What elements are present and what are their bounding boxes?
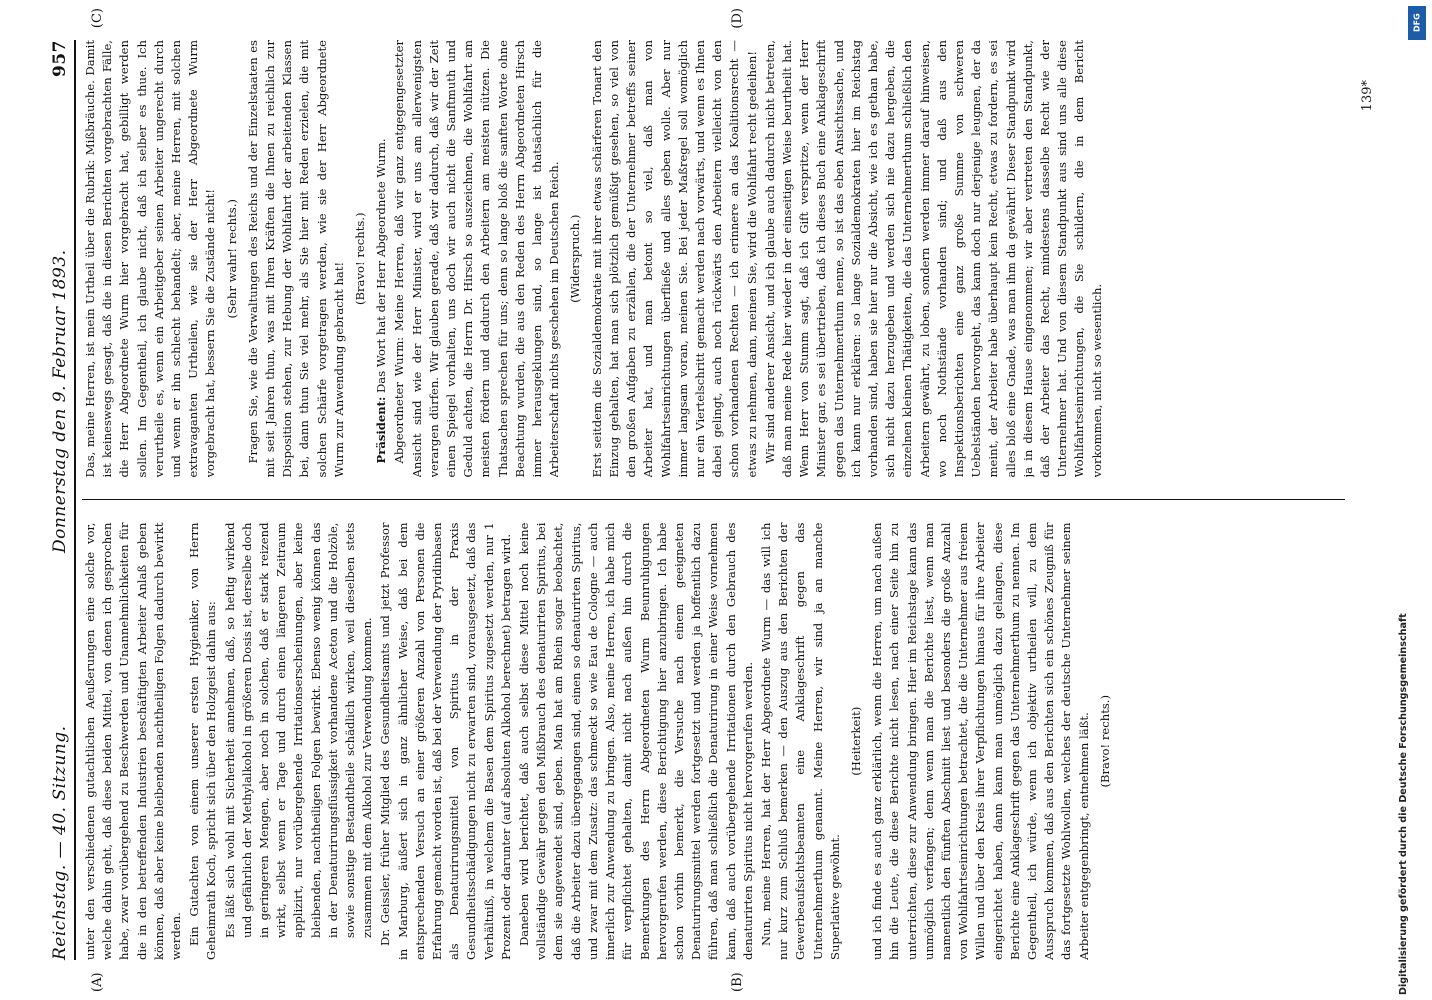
paragraph-text: (Bravo! rechts.) bbox=[1097, 694, 1112, 788]
paragraph-text: und ich finde es auch ganz erklärlich, wenn die Herren, um nach außen hin die Leute, die diese Berichte nicht lesen, nach einer Seite hin zu unterrichten, diese zur Anwendung bringen. Hier im Reichstage kann das unmöglich verfangen; denn wenn man die Berichte liest, wenn man namentlich den fünften Abschnitt liest und besonders die große Anzahl von Wohlfahrtseinrichtungen betrachtet, die die Unternehmer aus freiem Willen und über den Kreis ihrer Verpflichtungen hinaus für ihre Arbeiter eingerichtet haben, dann kann man unmöglich dazu gelangen, diese Berichte eine Anklageschrift gegen das Unternehmerthum zu nennen. Im Gegentheil, ich würde, wenn ich objektiv urtheilen will, zu dem Ausspruch kommen, daß aus den Berichten sich ein schönes Zeugniß für das fortgesetzte Wohlwollen, welches der deutsche Unternehmer seinem Arbeiter entgegenbringt, entnehmen läßt. bbox=[870, 522, 1091, 960]
page-inner bbox=[30, 8, 1375, 992]
paragraph bbox=[567, 40, 584, 478]
margin-letter-c: (C) bbox=[90, 8, 105, 29]
paragraph bbox=[352, 40, 369, 478]
paragraph-text: (Heiterkeit) bbox=[848, 706, 863, 776]
page-header bbox=[30, 40, 76, 960]
paragraph-text: Daneben wird berichtet, daß auch selbst diese Mittel noch keine vollständige Gewähr gegen den Mißbrauch des denaturirten Spiritus, bei dem sie angewendet sind, geben. Man hat am Rhein sogar beobachtet, daß die Arbeiter dazu übergegangen sind, einen so denaturirten Spiritus, und zwar mit dem Zusatz: das schmeckt so wie Eau de Cologne — auch innerlich zur Anwendung zu bringen. Also, meine Herren, ich habe mich für verpflichtet gehalten, damit nicht nach außen hin durch die Bemerkungen des Herrn Abgeordneten Wurm Beunruhigungen hervorgerufen werden, diese Berichtigung hier anzubringen. Ich habe schon vorhin bemerkt, die Versuche nach einem geeigneten Denaturirungsmittel werden fortgesetzt und werden ja hoffentlich dazu führen, daß man schließlich die Denaturirung in einer Weise vornehmen kann, daß auch vorübergehende Irritationen durch den Gebrauch des denaturirten Spiritus nicht hervorgerufen werden. bbox=[517, 522, 755, 960]
header-left: Reichstag. — 40. Sitzung. bbox=[50, 725, 70, 960]
paragraph bbox=[373, 40, 390, 478]
header-date: Donnerstag den 9. Februar 1893. bbox=[50, 249, 70, 554]
paragraph bbox=[224, 40, 241, 478]
paragraph bbox=[186, 523, 220, 961]
paragraph bbox=[516, 523, 757, 961]
paragraph-text: (Bravo! rechts.) bbox=[353, 212, 368, 306]
paragraph bbox=[1097, 523, 1114, 961]
paragraph-text: Wir sind anderer Ansicht, und ich glaube auch dadurch nicht betreten, daß man meine Rede hier wieder in der einseitigen Weise beurtheilt hat. Wenn Herr von Stumm sagt, daß ich Gift verspritze, wenn der Herr Minister gar, es sei übertrieben, daß ich dieses Buch eine Anklageschrift gegen das Unternehmerthum nenne, so ist das eben Ansichtssache, und ich kann nur erklären: so lange Sozialdemokraten hier im Reichstag vorhanden sind, haben sie hier nur die Absicht, wie ich es gethan habe, sich nicht dazu herzugeben und werden sich nie dazu hergeben, die einzelnen kleinen Thätigkeiten, die das Unternehmerthum schließlich den Arbeitern gewährt, zu loben, sondern werden immer darauf hinweisen, wo noch Nothstände vorhanden sind; und daß aus den Inspektionsberichten eine ganz große Summe von schweren Uebelständen hervorgeht, das kann doch nur derjenige leugnen, der da meint, der Arbeiter habe überhaupt kein Recht, etwas zu fordern, es sei alles bloß eine Gnade, was man ihm da gewährt! Dieser Standpunkt wird ja in diesem Hause eingenommen; wir aber vertreten den Standpunkt, daß der Arbeiter das Recht, mindestens dasselbe Recht wie der Unternehmer hat. Und von diesem Standpunkt aus sind uns alle diese Wohlfahrtseinrichtungen, die Sie schildern, die in dem Bericht vorkommen, nicht so wesentlich. bbox=[762, 40, 1104, 478]
speaker-label: Präsident: bbox=[374, 396, 389, 464]
margin-letter-d: (D) bbox=[730, 8, 745, 29]
paragraph-text: Das Wort hat der Herr Abgeordnete Wurm. bbox=[374, 138, 389, 393]
rotated-page bbox=[30, 8, 1430, 992]
dfg-logo: DFG bbox=[1408, 6, 1426, 40]
paragraph bbox=[82, 40, 220, 478]
paragraph bbox=[869, 523, 1093, 961]
paragraph-text: Fragen Sie, wie die Verwaltungen des Reichs und der Einzelstaaten es mit seit Jahren thun, was mit Ihren Kräften die Ihnen zu reichlich zur Disposition stehen, zur Hebung der Wohlfahrt der arbeitenden Klassen bei, dann thun Sie viel mehr, als Sie hier mit Reden erzielen, die mit solchen Schärfe vorgetragen werden, wie sie der Herr Abgeordnete Wurm zur Anwendung gebracht hat! bbox=[245, 40, 346, 478]
footer-signature: 139* bbox=[1360, 80, 1375, 112]
paragraph-text: (Sehr wahr! rechts.) bbox=[224, 199, 239, 319]
paragraph-text: Es läßt sich wohl mit Sicherheit annehmen, daß, so heftig wirkend und gefährlich der Methylalkohol in größeren Dosis ist, derselbe doch in geringeren Mengen, aber noch in solchen, daß er stark reizend wirkt, selbst wenn er Tage und durch einen längeren Zeitraum applizirt, nur vorübergehende Irritationserscheinungen, aber keine bleibenden, nachtheiligen Folgen bewirkt. Ebenso wenig können das in der Denaturirungsflüssigkeit vorhandene Aceton und die Holzöle, sowie sonstige Bestandtheile schädlich wirken, weil dieselben stets zusammen mit dem Alkohol zur Verwendung kommen. bbox=[222, 522, 375, 938]
dfg-band bbox=[1406, 0, 1432, 1000]
paragraph-text: Dr. Geissler, früher Mitglied des Gesundheitsamts und jetzt Professor in Marburg, äußert sich in ganz ähnlicher Weise, daß bei dem entsprechenden Versuch an einer größeren Anzahl von Personen die Erfahrung gemacht worden ist, daß bei der Verwendung der Pyridinbasen als Denaturirungsmittel von Spiritus in der Praxis Gesundheitsschädigungen nicht zu erwarten sind, vorausgesetzt, daß das Verhältniß, in welchem die Basen dem Spiritus zugesetzt werden, nur 1 Prozent oder darunter (auf absoluten Alkohol berechnet) betragen wird. bbox=[378, 522, 513, 960]
paragraph-text: Abgeordneter Wurm: Meine Herren, daß wir ganz entgegengesetzter Ansicht sind wie der Herr Minister, wird er uns am allerwenigsten verargen dürfen. Wir glauben gerade, daß wir dadurch, daß wir der Zeit einen Spiegel vorhalten, uns doch wir auch nicht die Sanftmuth und Geduld achten, die Herrn Dr. Hirsch so auszeichnen, die Wohlfahrt am meisten fördern und dadurch den Arbeitern am meisten nützen. Die Thatsachen sprechen für uns; denn so lange bloß die sanften Worte ohne Beachtung wurden, die aus den Reden des Herrn Abgeordneten Hirsch immer herausgeklungen sind, so lange ist thatsächlich für die Arbeiterschaft nichts geschehen im Deutschen Reich. bbox=[392, 40, 562, 478]
paragraph bbox=[589, 40, 761, 478]
right-column bbox=[82, 40, 1345, 478]
paragraph-text: Das, meine Herren, ist mein Urtheil über die Rubrik: Mißbräuche. Damit ist keineswegs gesagt, daß die in diesen Berichten vorgebrachten Fälle, die Herr Abgeordnete Wurm hier vorgebracht hat, gebilligt werden sollen. Im Gegentheil, ich glaube nicht, daß ich selber es thue. Ich verurtheile es, wenn ein Arbeitgeber seinen Arbeiter ungerecht durch und wenn er ihn schlecht behandelt; aber, meine Herren, mit solchen extravaganten Urtheilen, wie sie der Herr Abgeordnete Wurm vorgebracht hat, bessern Sie die Zustände nicht! bbox=[83, 40, 218, 478]
text-columns bbox=[82, 40, 1345, 960]
paragraph bbox=[391, 40, 563, 478]
paragraph bbox=[758, 523, 844, 961]
margin-letter-b: (B) bbox=[730, 972, 745, 992]
left-column bbox=[82, 523, 1345, 961]
dfg-notice: Digitalisierung gefördert durch die Deutsche Forschungsgemeinschaft bbox=[1398, 613, 1409, 995]
paragraph bbox=[222, 523, 377, 961]
paragraph-text: Ein Gutachten von einem unserer ersten Hygieniker, von Herrn Geheimrath Koch, spricht sich über den Holzgeist dahin aus: bbox=[187, 522, 219, 960]
paragraph-text: (Widerspruch.) bbox=[568, 214, 583, 303]
column-rule bbox=[82, 500, 1345, 501]
paragraph bbox=[762, 40, 1106, 478]
paragraph bbox=[82, 523, 185, 961]
paragraph-text: unter den verschiedenen gutachtlichen Aeußerungen eine solche vor, welche dahin geht, daß diese beiden Mittel, von denen ich gesprochen habe, zwar vorübergehend zu Beschwerden und Unannehmlichkeiten für die in den betreffenden Industrien beschäftigten Arbeiter Anlaß geben können, daß aber keine bleibenden nachtheiligen Folgen dadurch bewirkt werden. bbox=[83, 522, 184, 960]
paragraph bbox=[848, 523, 865, 961]
paragraph bbox=[377, 523, 515, 961]
paragraph-text: Erst seitdem die Sozialdemokratie mit ihrer etwas schärferen Tonart den Einzug gehalten, hat man sich plötzlich gemüßigt gesehen, so viel von den großen Aufgaben zu erzählen, die der Unternehmer betreffs seiner Arbeiter hat, und man betont so viel, daß man von Wohlfahrtseinrichtungen überfließe und alles geben wolle. Aber nur immer langsam voran, meinen Sie. Bei jeder Maßregel soll womöglich nur ein Viertelschritt gemacht werden nach vorwärts, und wenn es Ihnen dabei gelingt, auch noch rückwärts den Arbeitern vielleicht von den schon vorhandenen Rechten — ich erinnere an das Koalitionsrecht — etwas zu nehmen, dann, meinen Sie, wird die Wohlfahrt recht gedeihen! bbox=[589, 40, 759, 478]
paragraph-text: Nun, meine Herren, hat der Herr Abgeordnete Wurm — das will ich nur kurz zum Schluß bemerken — den Auszug aus den Berichten der Gewerbeaufsichtsbeamten eine Anklageschrift gegen das Unternehmerthum genannt. Meine Herren, wir sind ja an manche Superlative gewöhnt. bbox=[758, 522, 842, 960]
paragraph bbox=[245, 40, 348, 478]
margin-letter-a: (A) bbox=[90, 972, 105, 992]
page-number: 957 bbox=[50, 40, 70, 78]
